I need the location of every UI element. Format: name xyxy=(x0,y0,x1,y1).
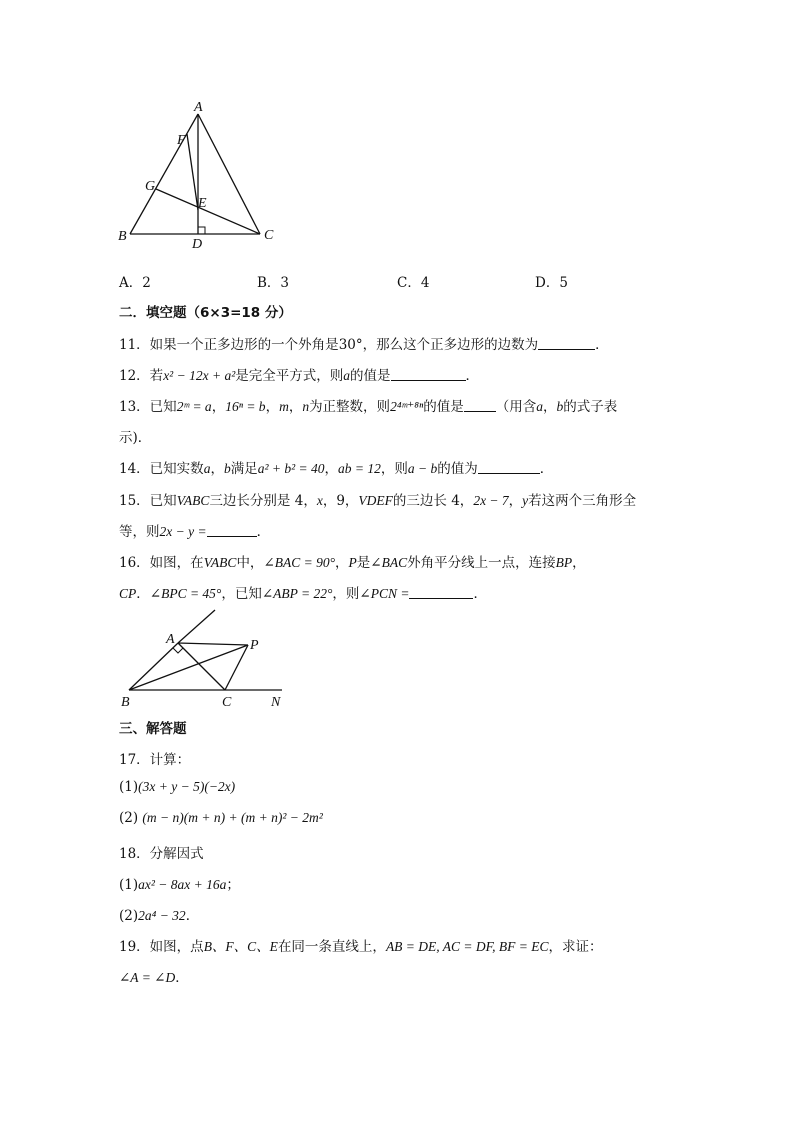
question-16: 16．如图，在VABC中，∠BAC = 90°，P是∠BAC外角平分线上一点，连接BP， xyxy=(119,555,586,571)
label-E: E xyxy=(198,196,207,211)
option-a: A．2 xyxy=(119,275,151,291)
question-11: 11．如果一个正多边形的一个外角是30°，那么这个正多边形的边数为 ． xyxy=(119,337,609,353)
question-19: 19．如图，点B、F、C、E在同一条直线上，AB = DE, AC = DF, BF = EC，求证： xyxy=(119,939,603,955)
question-13: 13．已知2ᵐ = a，16ⁿ = b，m，n为正整数，则2⁴ᵐ⁺⁸ⁿ的值是 （用含a，b的式子表 xyxy=(119,399,618,415)
triangle-figure-2 xyxy=(112,607,302,712)
question-18: 18．分解因式 xyxy=(119,846,204,862)
question-18-part1: (1)ax² − 8ax + 16a； xyxy=(119,877,240,893)
question-13-line2: 示)． xyxy=(119,430,152,446)
section-answer-title: 三、解答题 xyxy=(119,721,187,737)
question-17-part2: (2) (m − n)(m + n) + (m + n)² − 2m² xyxy=(119,810,323,826)
question-14: 14．已知实数a，b满足a² + b² = 40，ab = 12，则a − b的值为 ． xyxy=(119,461,554,477)
label-G: G xyxy=(145,179,156,194)
label-F: F xyxy=(177,133,186,148)
option-b: B．3 xyxy=(257,275,290,291)
section-fill-in-title: 二．填空题（6×3=18 分） xyxy=(119,305,292,321)
label-B: B xyxy=(121,695,130,710)
question-18-part2: (2)2a⁴ − 32． xyxy=(119,908,200,924)
label-C: C xyxy=(264,228,274,243)
triangle-figure-1 xyxy=(112,100,292,255)
label-C: C xyxy=(222,695,232,710)
label-N: N xyxy=(271,695,281,710)
label-A: A xyxy=(194,100,203,115)
question-16-line2: CP．∠BPC = 45°，已知∠ABP = 22°，则∠PCN = ． xyxy=(119,586,487,602)
option-c: C．4 xyxy=(397,275,430,291)
question-17: 17．计算： xyxy=(119,752,191,768)
question-15-line2: 等，则2x − y = ． xyxy=(119,524,271,540)
label-A: A xyxy=(166,632,175,647)
label-P: P xyxy=(250,638,259,653)
label-D: D xyxy=(192,237,203,252)
option-d: D．5 xyxy=(535,275,568,291)
question-19-line2: ∠A = ∠D． xyxy=(119,970,189,986)
question-15: 15．已知VABC三边长分别是 4，x，9，VDEF的三边长 4，2x − 7，y若这两个三角形全 xyxy=(119,493,637,509)
question-17-part1: (1)(3x + y − 5)(−2x) xyxy=(119,779,236,795)
label-B: B xyxy=(118,229,127,244)
question-12: 12．若x² − 12x + a²是完全平方式，则a的值是 ． xyxy=(119,368,479,384)
